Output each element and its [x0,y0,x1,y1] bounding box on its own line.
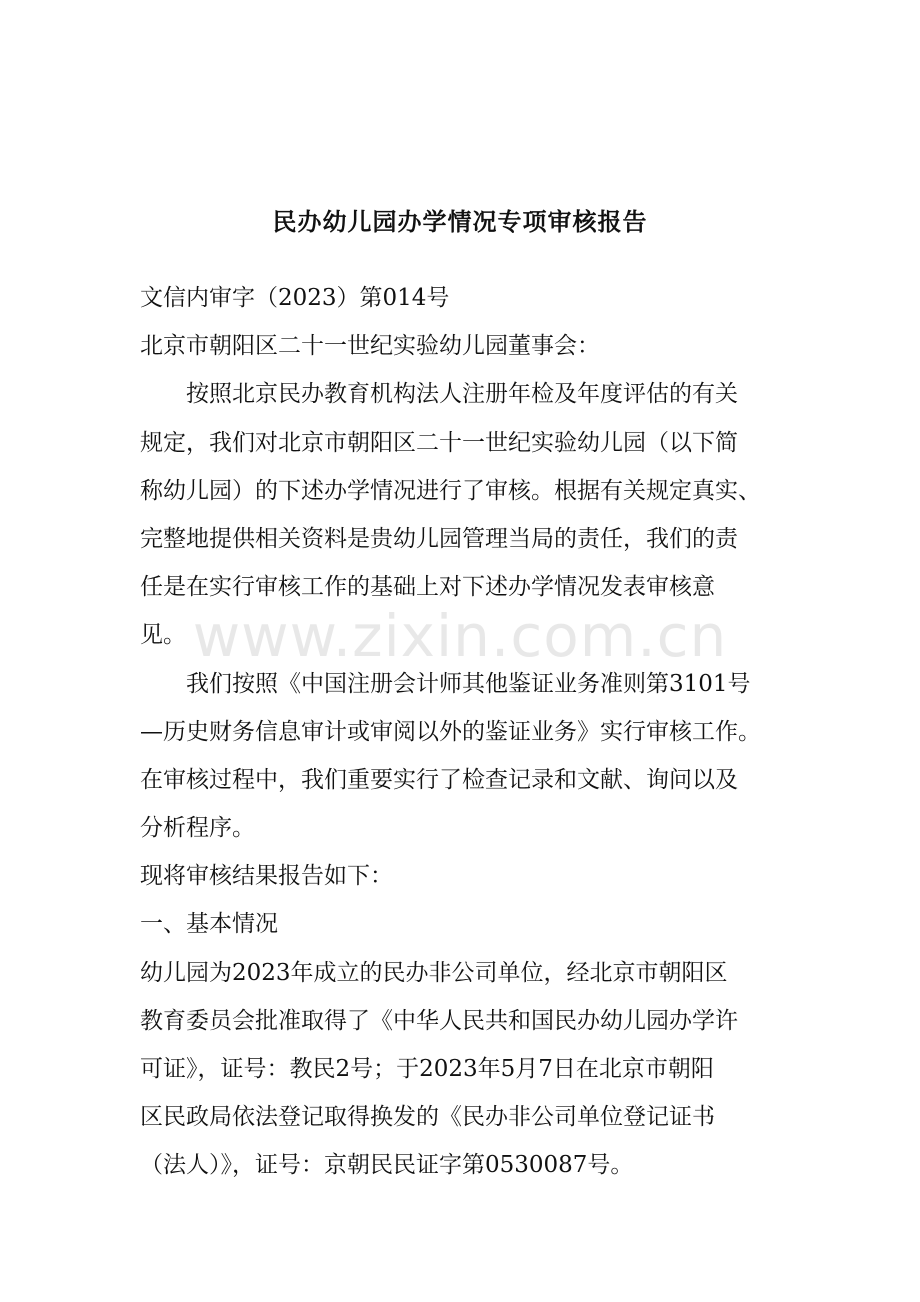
paragraph-line: 幼儿园为2023年成立的民办非公司单位，经北京市朝阳区 [140,959,728,986]
paragraph-line: 规定，我们对北京市朝阳区二十一世纪实验幼儿园（以下简 [140,429,738,456]
document-body [140,274,792,1190]
paragraph-line: 见。 [140,622,186,649]
paragraph-line: 完整地提供相关资料是贵幼儿园管理当局的责任，我们的责 [140,525,738,552]
paragraph-line: 在审核过程中，我们重要实行了检查记录和文献、询问以及 [140,766,738,793]
reference-number-line: 文信内审字（2023）第014号 [140,285,450,311]
section-heading: 一、基本情况 [140,911,278,938]
paragraph-line: （法人）》，证号：京朝民民证字第0530087号。 [140,1152,634,1179]
watermark: www.zixin.com.cn [192,602,728,670]
paragraph-line: 现将审核结果报告如下： [140,863,393,890]
paragraph-line: 按照北京民办教育机构法人注册年检及年度评估的有关 [186,381,738,408]
paragraph-line: 教育委员会批准取得了《中华人民共和国民办幼儿园办学许 [140,1007,738,1034]
paragraph-line: 分析程序。 [140,815,255,842]
paragraph-line: 我们按照《中国注册会计师其他鉴证业务准则第3101号 [186,670,751,697]
paragraph-line: 任是在实行审核工作的基础上对下述办学情况发表审核意 [140,574,715,601]
paragraph-line: 称幼儿园）的下述办学情况进行了审核。根据有关规定真实、 [140,477,761,504]
paragraph-line: —历史财务信息审计或审阅以外的鉴证业务》实行审核工作。 [140,718,761,745]
paragraph-line: 区民政局依法登记取得换发的《民办非公司单位登记证书 [140,1104,715,1131]
document-title: 民办幼儿园办学情况专项审核报告 [272,208,648,236]
paragraph-line: 可证》，证号：教民2号；于2023年5月7日在北京市朝阳 [140,1056,714,1082]
salutation-line: 北京市朝阳区二十一世纪实验幼儿园董事会： [140,333,600,360]
